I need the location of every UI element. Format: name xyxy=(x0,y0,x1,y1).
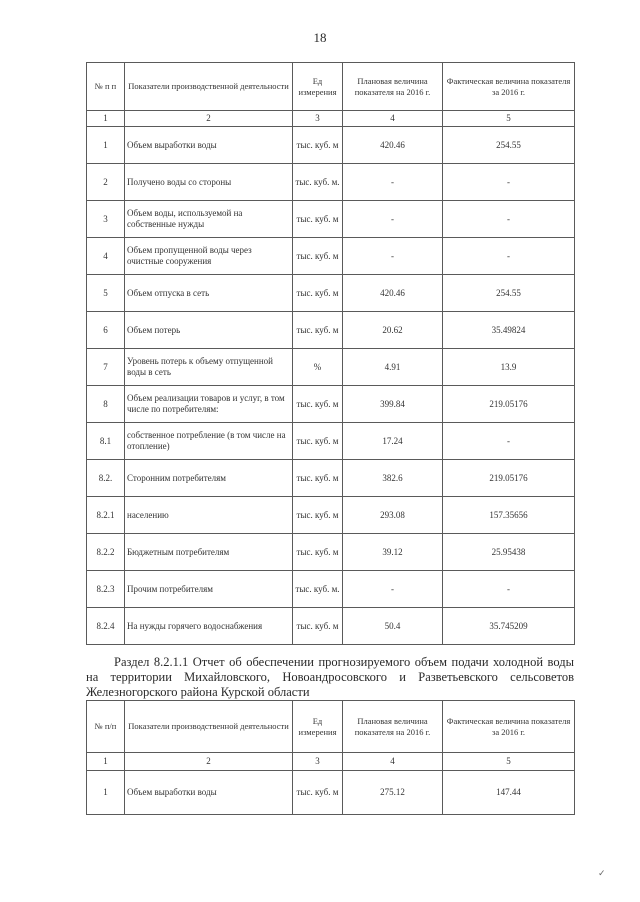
header-plan: Плановая величина показателя на 2016 г. xyxy=(343,63,443,111)
cell-name: На нужды горячего водоснабжения xyxy=(125,608,293,645)
cell-num: 2 xyxy=(87,164,125,201)
cell-name: Бюджетным потребителям xyxy=(125,534,293,571)
table-row xyxy=(87,386,575,423)
cell-num: 6 xyxy=(87,312,125,349)
cell-unit: тыс. куб. м xyxy=(293,201,343,238)
cell-unit: тыс. куб. м. xyxy=(293,571,343,608)
column-index-row xyxy=(87,111,575,127)
cell-unit: тыс. куб. м xyxy=(293,275,343,312)
cell-plan: - xyxy=(343,201,443,238)
index-cell: 4 xyxy=(343,753,443,771)
cell-unit: тыс. куб. м xyxy=(293,608,343,645)
header-name: Показатели производственной деятельности xyxy=(125,701,293,753)
cell-fact: 35.49824 xyxy=(443,312,575,349)
table-row xyxy=(87,164,575,201)
cell-plan: 399.84 xyxy=(343,386,443,423)
cell-num: 8.2.4 xyxy=(87,608,125,645)
header-unit: Ед измерения xyxy=(293,63,343,111)
cell-fact: - xyxy=(443,423,575,460)
cell-plan: 4.91 xyxy=(343,349,443,386)
cell-name: собственное потребление (в том числе на отопление) xyxy=(125,423,293,460)
cell-unit: тыс. куб. м xyxy=(293,460,343,497)
header-fact: Фактическая величина показателя за 2016 г. xyxy=(443,63,575,111)
cell-fact: 25.95438 xyxy=(443,534,575,571)
index-cell: 3 xyxy=(293,111,343,127)
column-index-row xyxy=(87,753,575,771)
cell-num: 4 xyxy=(87,238,125,275)
cell-num: 8.2.2 xyxy=(87,534,125,571)
table-header-row xyxy=(87,701,575,753)
cell-num: 8.1 xyxy=(87,423,125,460)
cell-name: Объем воды, используемой на собственные нужды xyxy=(125,201,293,238)
cell-plan: 420.46 xyxy=(343,127,443,164)
cell-name: Объем потерь xyxy=(125,312,293,349)
cell-unit: % xyxy=(293,349,343,386)
cell-plan: - xyxy=(343,571,443,608)
scan-mark: ✓ xyxy=(598,868,606,878)
index-cell: 2 xyxy=(125,111,293,127)
cell-num: 1 xyxy=(87,771,125,815)
cell-name: Объем выработки воды xyxy=(125,127,293,164)
cell-plan: 17.24 xyxy=(343,423,443,460)
cell-fact: 147.44 xyxy=(443,771,575,815)
table-row xyxy=(87,201,575,238)
table-row xyxy=(87,534,575,571)
table-row xyxy=(87,608,575,645)
cell-num: 5 xyxy=(87,275,125,312)
table-row xyxy=(87,497,575,534)
table-row xyxy=(87,312,575,349)
index-cell: 1 xyxy=(87,111,125,127)
cell-unit: тыс. куб. м xyxy=(293,312,343,349)
header-unit: Ед измерения xyxy=(293,701,343,753)
cell-fact: - xyxy=(443,164,575,201)
cell-name: Получено воды со стороны xyxy=(125,164,293,201)
cell-fact: 13.9 xyxy=(443,349,575,386)
cell-unit: тыс. куб. м xyxy=(293,497,343,534)
table-row xyxy=(87,571,575,608)
cell-plan: 275.12 xyxy=(343,771,443,815)
cell-name: населению xyxy=(125,497,293,534)
cell-unit: тыс. куб. м xyxy=(293,127,343,164)
cell-num: 1 xyxy=(87,127,125,164)
header-plan: Плановая величина показателя на 2016 г. xyxy=(343,701,443,753)
table-row xyxy=(87,127,575,164)
production-indicators-table xyxy=(86,62,575,645)
cell-unit: тыс. куб. м xyxy=(293,423,343,460)
table-header-row xyxy=(87,63,575,111)
header-name: Показатели производственной деятельности xyxy=(125,63,293,111)
cell-fact: - xyxy=(443,571,575,608)
cell-num: 3 xyxy=(87,201,125,238)
index-cell: 3 xyxy=(293,753,343,771)
index-cell: 4 xyxy=(343,111,443,127)
cell-fact: - xyxy=(443,201,575,238)
cell-num: 7 xyxy=(87,349,125,386)
cell-num: 8.2.3 xyxy=(87,571,125,608)
cell-name: Прочим потребителям xyxy=(125,571,293,608)
cell-unit: тыс. куб. м. xyxy=(293,164,343,201)
cell-name: Объем реализации товаров и услуг, в том числе по потребителям: xyxy=(125,386,293,423)
index-cell: 5 xyxy=(443,111,575,127)
cell-name: Сторонним потребителям xyxy=(125,460,293,497)
cell-fact: - xyxy=(443,238,575,275)
cell-num: 8.2. xyxy=(87,460,125,497)
cell-num: 8 xyxy=(87,386,125,423)
cell-num: 8.2.1 xyxy=(87,497,125,534)
cell-fact: 254.55 xyxy=(443,275,575,312)
index-cell: 5 xyxy=(443,753,575,771)
header-fact: Фактическая величина показателя за 2016 г. xyxy=(443,701,575,753)
cell-fact: 35.745209 xyxy=(443,608,575,645)
cell-unit: тыс. куб. м xyxy=(293,238,343,275)
cell-unit: тыс. куб. м xyxy=(293,534,343,571)
cell-unit: тыс. куб. м xyxy=(293,386,343,423)
section-heading: Раздел 8.2.1.1 Отчет об обеспечении прогнозируемого объем подачи холодной воды на территории Михайловского, Новоандросовского и Разветьевского сельсоветов Железногорского района Курской области xyxy=(86,655,574,699)
cell-plan: 50.4 xyxy=(343,608,443,645)
table-row xyxy=(87,423,575,460)
table-row xyxy=(87,238,575,275)
cell-name: Уровень потерь к объему отпущенной воды в сеть xyxy=(125,349,293,386)
cell-plan: 420.46 xyxy=(343,275,443,312)
cell-unit: тыс. куб. м xyxy=(293,771,343,815)
index-cell: 2 xyxy=(125,753,293,771)
cell-plan: - xyxy=(343,238,443,275)
header-num: № п п xyxy=(87,63,125,111)
cell-name: Объем отпуска в сеть xyxy=(125,275,293,312)
cell-plan: 39.12 xyxy=(343,534,443,571)
page-number: 18 xyxy=(313,30,327,45)
cell-plan: 20.62 xyxy=(343,312,443,349)
table-row xyxy=(87,771,575,815)
cell-fact: 219.05176 xyxy=(443,386,575,423)
table-row xyxy=(87,349,575,386)
cell-fact: 254.55 xyxy=(443,127,575,164)
cell-plan: 293.08 xyxy=(343,497,443,534)
cell-name: Объем пропущенной воды через очистные сооружения xyxy=(125,238,293,275)
cell-name: Объем выработки воды xyxy=(125,771,293,815)
header-num: № п/п xyxy=(87,701,125,753)
cell-fact: 157.35656 xyxy=(443,497,575,534)
table-row xyxy=(87,275,575,312)
index-cell: 1 xyxy=(87,753,125,771)
cell-fact: 219.05176 xyxy=(443,460,575,497)
table-row xyxy=(87,460,575,497)
cell-plan: - xyxy=(343,164,443,201)
cell-plan: 382.6 xyxy=(343,460,443,497)
cold-water-supply-table xyxy=(86,700,575,815)
